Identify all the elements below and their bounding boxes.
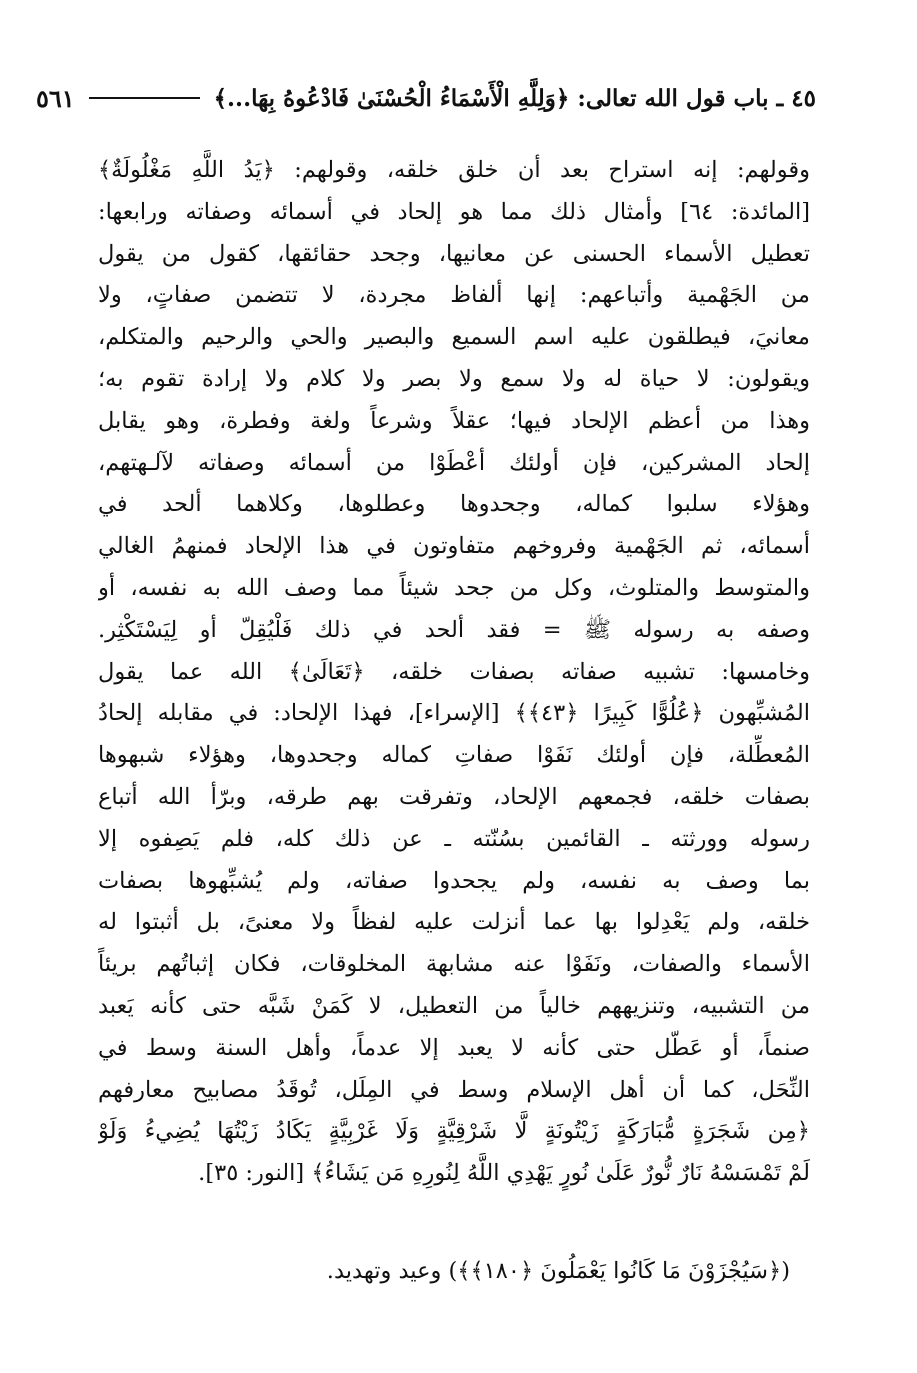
text-line: المُعطِّلة، فإن أولئك نَفَوْا صفاتِ كماله وجحدوها، وهؤلاء شبهوها xyxy=(98,742,810,769)
text-line: رسوله وورثته ـ القائمين بسُنّته ـ عن ذلك كله، فلم يَصِفوه إلا xyxy=(98,825,810,852)
chapter-title: ٤٥ ـ باب قول الله تعالى: ﴿وَلِلَّهِ الْأَسْمَاءُ الْحُسْنَىٰ فَادْعُوهُ بِهَا...﴾ xyxy=(213,84,816,112)
text-line: أسمائه، ثم الجَهْمية وفروخهم متفاوتون في هذا الإلحاد فمنهمُ الغالي xyxy=(98,533,810,560)
text-line: بصفات خلقه، فجمعهم الإلحاد، وتفرقت بهم طرقه، وبرّأ الله أتباع xyxy=(98,783,810,810)
text-line: [المائدة: ٦٤] وأمثال ذلك مما هو إلحاد في أسمائه وصفاته ورابعها: xyxy=(98,198,810,225)
text-line: وخامسها: تشبيه صفاته بصفات خلقه، ﴿تَعَالَىٰ﴾ الله عما يقول xyxy=(98,658,810,685)
text-line: بما وصف به نفسه، ولم يجحدوا صفاته، ولم يُشبِّهوها بصفات xyxy=(98,867,810,894)
body-text xyxy=(98,150,810,1195)
text-line: إلحاد المشركين، فإن أولئك أعْطَوْا من أسمائه وصفاته لآلـهتهم، xyxy=(98,449,810,476)
text-line: الأسماء والصفات، ونَفَوْا عنه مشابهة المخلوقات، فكان إثباتُهم بريئاً xyxy=(98,951,810,978)
text-line: وهؤلاء سلبوا كماله، وجحدوها وعطلوها، وكلاهما ألحد في xyxy=(98,491,810,518)
text-line: المُشبِّهون ﴿عُلُوًّا كَبِيرًا ﴿٤٣﴾﴾ [الإسراء]، فهذا الإلحاد: في مقابله إلحادُ xyxy=(98,700,810,727)
text-line: وصفه به رسوله ﷺ = فقد ألحد في ذلك فَلْيُقِلّ أو لِيَسْتَكْثِر. xyxy=(98,616,810,643)
text-line: والمتوسط والمتلوث، وكل من جحد شيئاً مما وصف الله به نفسه، أو xyxy=(98,574,810,601)
text-line: النِّحَل، كما أن أهل الإسلام وسط في المِلَل، تُوقَدُ مصابيح معارفهم xyxy=(98,1076,810,1103)
text-line: وهذا من أعظم الإلحاد فيها؛ عقلاً وشرعاً ولغة وفطرة، وهو يقابل xyxy=(98,407,810,434)
text-line: تعطيل الأسماء الحسنى عن معانيها، وجحد حقائقها، كقول من يقول xyxy=(98,240,810,267)
text-line: معانيَ، فيطلقون عليه اسم السميع والبصير والحي والرحيم والمتكلم، xyxy=(98,324,810,351)
text-line: من الجَهْمية وأتباعهم: إنها ألفاظ مجردة، لا تتضمن صفاتٍ، ولا xyxy=(98,282,810,309)
quran-verse-line: لَمْ تَمْسَسْهُ نَارٌ نُّورٌ عَلَىٰ نُورٍ يَهْدِي اللَّهُ لِنُورِهِ مَن يَشَاءُ﴾ [النور: ٣٥]. xyxy=(198,1160,810,1187)
page-header xyxy=(36,78,816,118)
text-line: وقولهم: إنه استراح بعد أن خلق خلقه، وقولهم: ﴿يَدُ اللَّهِ مَغْلُولَةٌ﴾ xyxy=(98,157,810,183)
page-number: ٥٦١ xyxy=(36,83,75,113)
text-line: صنماً، أو عَطّل حتى كأنه لا يعبد إلا عدماً، وأهل السنة وسط في xyxy=(98,1034,810,1061)
closing-line: (﴿سَيُجْزَوْنَ مَا كَانُوا يَعْمَلُونَ ﴿١٨٠﴾﴾) وعيد وتهديد. xyxy=(326,1258,790,1284)
text-line: خلقه، ولم يَعْدِلوا بها عما أنزلت عليه لفظاً ولا معنىً، بل أثبتوا له xyxy=(98,909,810,936)
header-rule xyxy=(89,97,200,99)
text-line: من التشبيه، وتنزيههم خالياً من التعطيل، لا كَمَنْ شَبَّه حتى كأنه يَعبد xyxy=(98,992,810,1019)
text-line: ويقولون: لا حياة له ولا سمع ولا بصر ولا كلام ولا إرادة تقوم به؛ xyxy=(98,365,810,392)
quran-verse-line: ﴿مِن شَجَرَةٍ مُّبَارَكَةٍ زَيْتُونَةٍ لَّا شَرْقِيَّةٍ وَلَا غَرْبِيَّةٍ يَكَادُ زَيْتُهَا يُضِيءُ وَلَوْ xyxy=(98,1118,810,1145)
